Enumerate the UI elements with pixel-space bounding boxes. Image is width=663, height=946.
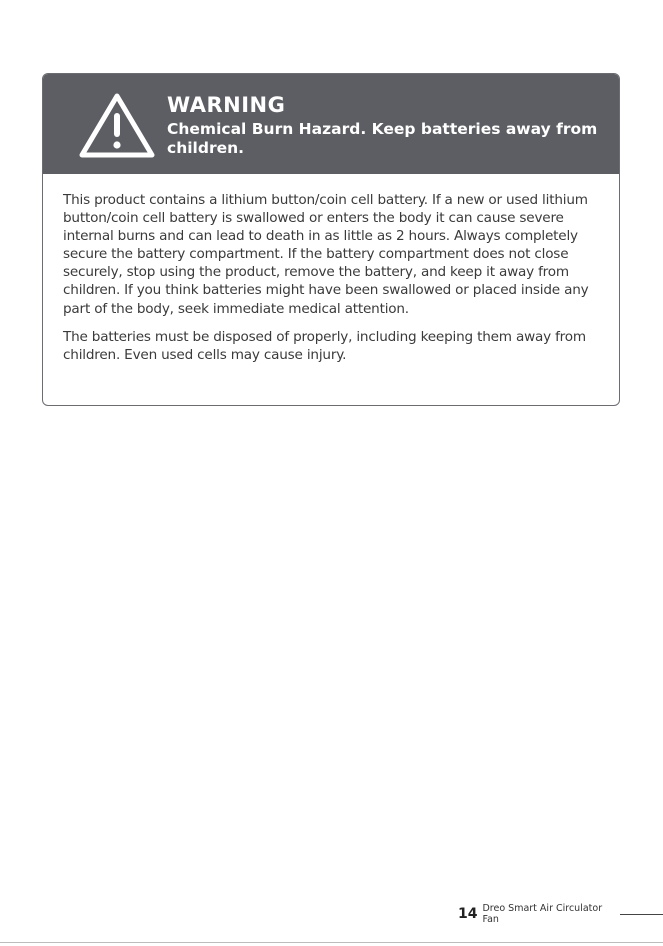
warning-triangle-icon xyxy=(77,91,157,161)
warning-box xyxy=(42,73,620,406)
warning-paragraph: The batteries must be disposed of properly, including keeping them away from children. Even used cells may cause injury. xyxy=(63,328,586,363)
warning-paragraph: This product contains a lithium button/coin cell battery. If a new or used lithium button/coin cell battery is swallowed or enters the body it can cause severe internal burns and can lead to death in as little as 2 hours. Always completely secure the battery compartment. If the battery compartment does not close securely, stop using the product, remove the battery, and keep it away from children. If you think batteries might have been swallowed or placed inside any part of the body, seek immediate medical attention. xyxy=(63,192,589,317)
warning-title: WARNING xyxy=(167,93,286,117)
warning-body xyxy=(63,191,603,374)
page-number: 14 xyxy=(458,906,478,922)
footer-rule xyxy=(620,914,663,915)
document-title: Dreo Smart Air Circulator Fan xyxy=(482,903,603,925)
page-footer xyxy=(458,903,663,925)
warning-header xyxy=(43,74,619,174)
warning-subtitle: Chemical Burn Hazard. Keep batteries away from children. xyxy=(167,120,598,157)
page-bottom-edge xyxy=(0,942,663,943)
